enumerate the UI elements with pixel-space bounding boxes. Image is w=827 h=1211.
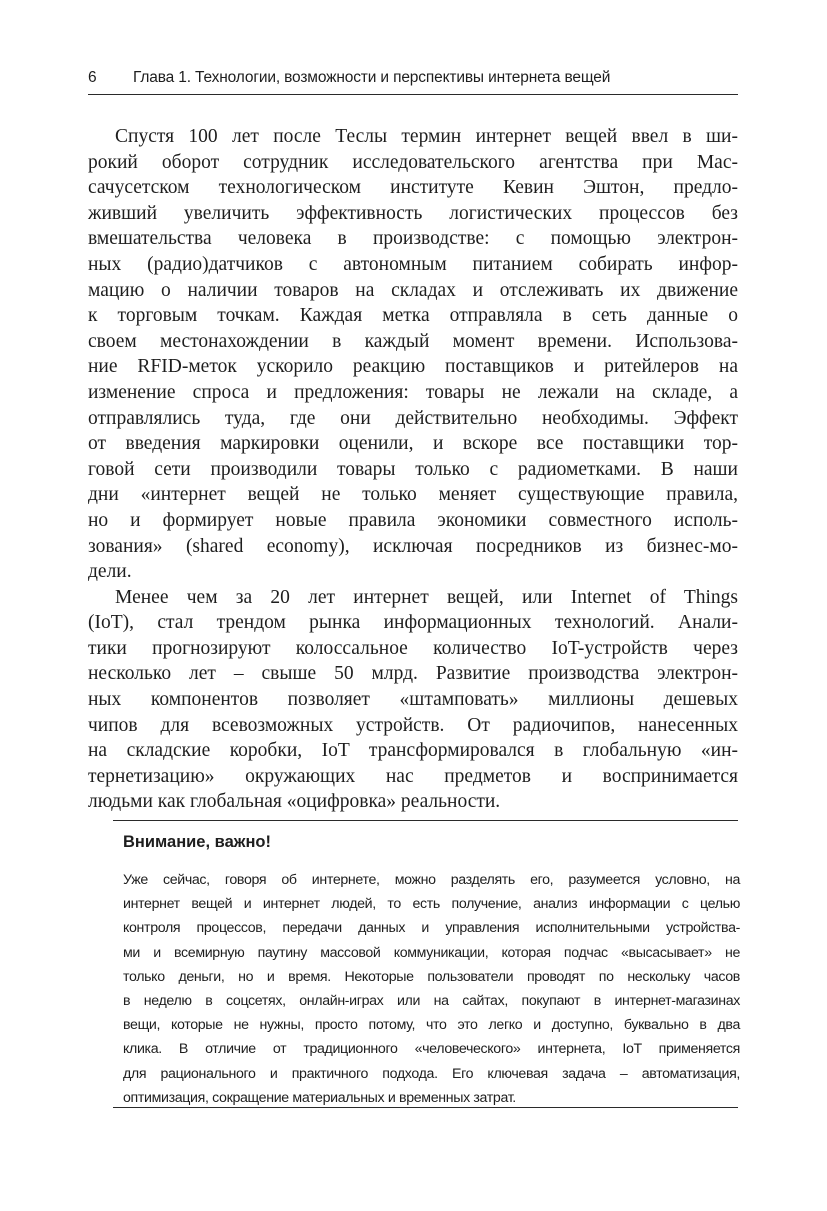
text-line: вмешательства человека в производстве: с помощью электрон- [88, 228, 738, 250]
text-line: ние RFID-меток ускорило реакцию поставщиков и ритейлеров на [88, 356, 738, 378]
text-line: ных (радио)датчиков с автономным питанием собирать инфор- [88, 253, 738, 275]
text-line: людьми как глобальная «оцифровка» реальности. [88, 791, 501, 813]
text-line: чипов для всевозможных устройств. От радиочипов, нанесенных [88, 714, 738, 736]
text-line: зования» (shared economy), исключая посредников из бизнес-мо- [88, 535, 738, 557]
text-line: говой сети производили товары только с радиометками. В наши [88, 458, 738, 480]
text-line: сачусетском технологическом институте Кевин Эштон, предло- [88, 177, 738, 199]
text-line: от введения маркировки оценили, и вскоре все поставщики тор- [88, 433, 738, 455]
notice-line: интернет вещей и интернет людей, то есть получение, анализ информации с целью [123, 896, 740, 913]
text-line: Менее чем за 20 лет интернет вещей, или Internet of Things [115, 586, 738, 608]
text-line: живший увеличить эффективность логистических процессов без [88, 202, 738, 224]
text-line: к торговым точкам. Каждая метка отправляла в сеть данные о [88, 305, 738, 327]
text-line: своем местонахождении в каждый момент времени. Использова- [88, 330, 738, 352]
text-line: мацию о наличии товаров на складах и отслеживать их движение [88, 279, 738, 301]
text-line: дни «интернет вещей не только меняет существующие правила, [88, 484, 738, 506]
notice-line: в неделю в соцсетях, онлайн-играх или на сайтах, покупают в интернет-магазинах [123, 992, 740, 1009]
notice-top-rule [113, 820, 738, 821]
notice-line: клика. В отличие от традиционного «человеческого» интернета, IoT применяется [123, 1041, 740, 1058]
notice-line: оптимизация, сокращение материальных и временных затрат. [123, 1089, 516, 1106]
text-line: на складские коробки, IoT трансформировался в глобальную «ин- [88, 740, 738, 762]
notice-title: Внимание, важно! [123, 833, 271, 851]
text-line: ных компонентов позволяет «штамповать» миллионы дешевых [88, 689, 738, 711]
header-rule [88, 94, 738, 95]
notice-box [113, 820, 738, 1110]
page-header [88, 69, 738, 91]
text-line: тернетизацию» окружающих нас предметов и воспринимается [88, 765, 738, 787]
text-line: Спустя 100 лет после Теслы термин интернет вещей ввел в ши- [115, 126, 738, 147]
text-line: (IoT), стал трендом рынка информационных технологий. Анали- [88, 612, 738, 634]
text-line: изменение спроса и предложения: товары не лежали на складе, а [88, 381, 738, 403]
text-line: дели. [88, 561, 132, 583]
text-line: но и формирует новые правила экономики совместного исполь- [88, 509, 738, 531]
text-line: отправлялись туда, где они действительно необходимы. Эффект [88, 407, 738, 429]
notice-text [123, 868, 740, 1110]
notice-line: для рационального и практичного подхода. Его ключевая задача – автоматизация, [123, 1065, 740, 1082]
main-text [88, 124, 738, 815]
paragraph-1 [88, 124, 738, 585]
text-line: несколько лет – свыше 50 млрд. Развитие производства электрон- [88, 663, 738, 685]
notice-line: вещи, которые не нужны, просто потому, что это легко и доступно, буквально в два [123, 1017, 740, 1034]
running-title: Глава 1. Технологии, возможности и перспективы интернета вещей [133, 69, 611, 86]
notice-line: Уже сейчас, говоря об интернете, можно разделять его, разумеется условно, на [123, 872, 740, 888]
page-number: 6 [88, 69, 97, 86]
text-line: тики прогнозируют колоссальное количество IoT-устройств через [88, 637, 738, 659]
text-line: рокий оборот сотрудник исследовательского агентства при Мас- [88, 151, 738, 173]
notice-line: только деньги, но и время. Некоторые пользователи проводят по нескольку часов [123, 968, 740, 985]
notice-bottom-rule [113, 1107, 738, 1108]
paragraph-2 [88, 585, 738, 815]
notice-line: ми и всемирную паутину массовой коммуникации, которая подчас «высасывает» не [123, 944, 740, 961]
notice-line: контроля процессов, передачи данных и управления исполнительными устройства- [123, 920, 740, 937]
